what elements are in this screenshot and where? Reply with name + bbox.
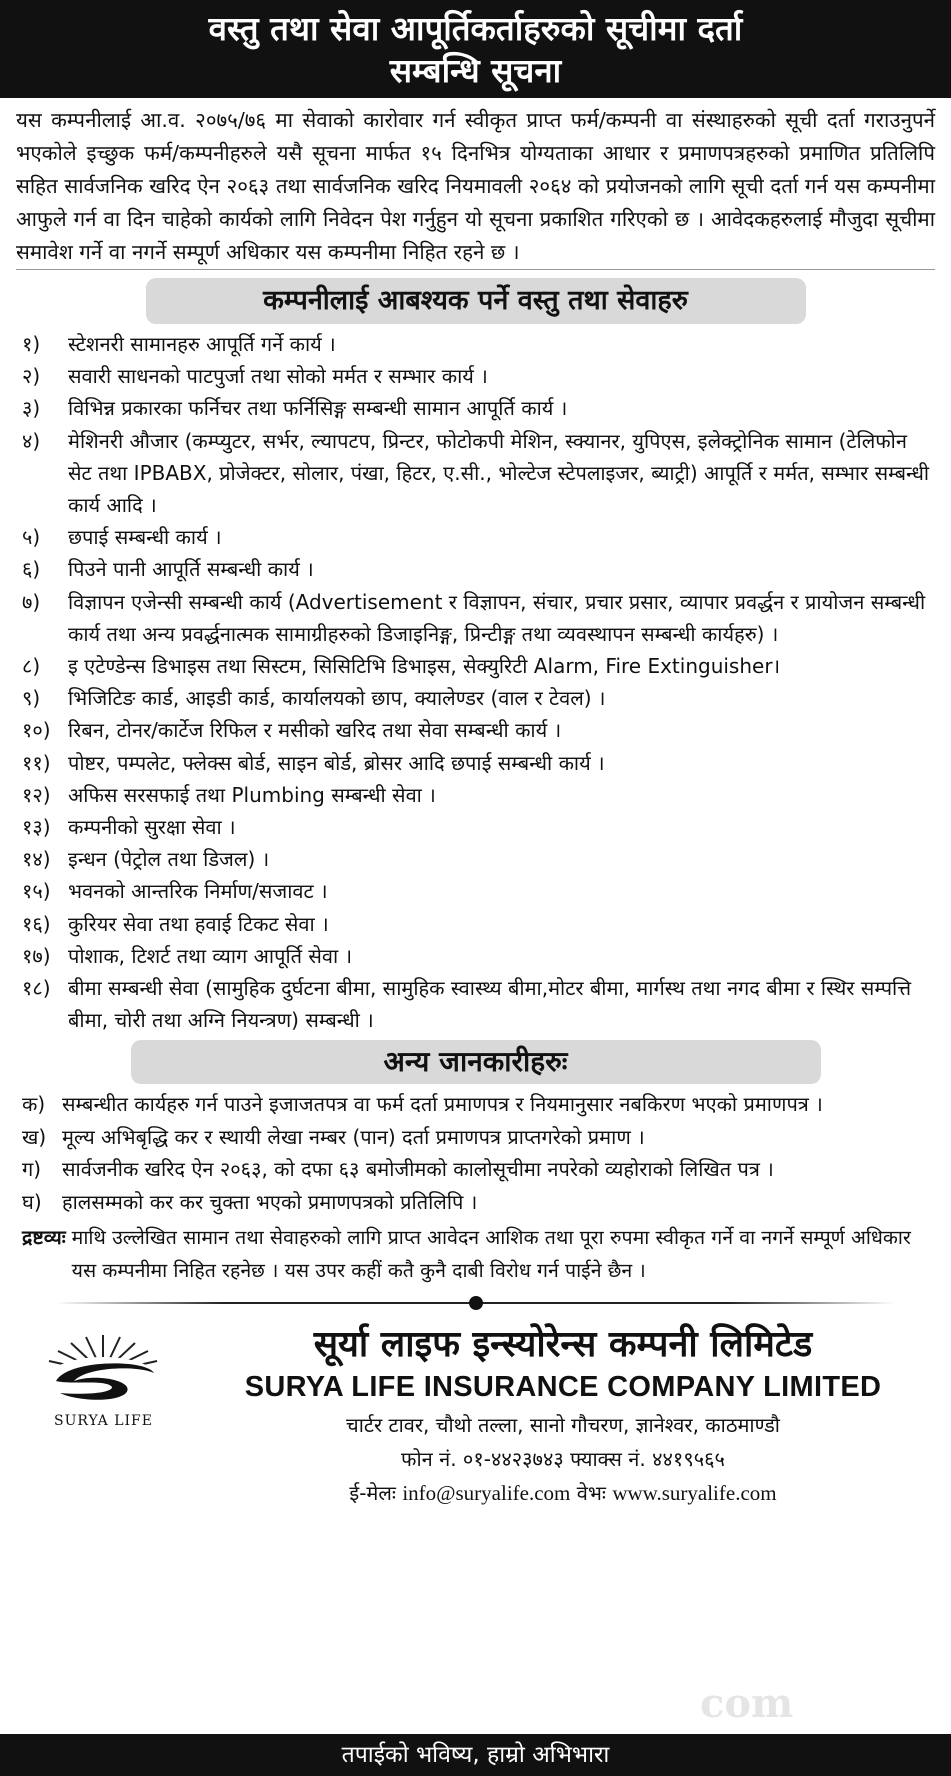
list-item — [16, 1121, 935, 1154]
list-item — [16, 360, 935, 392]
list-item — [16, 1186, 935, 1219]
item-text: विभिन्न प्रकारका फर्निचर तथा फर्निसिङ्ग सम्बन्धी सामान आपूर्ति कार्य । — [68, 396, 568, 421]
logo-caption: SURYA LIFE — [54, 1413, 153, 1430]
item-text: पोशाक, टिशर्ट तथा व्याग आपूर्ति सेवा । — [68, 943, 353, 968]
item-text: पिउने पानी आपूर्ति सम्बन्धी कार्य । — [68, 557, 314, 582]
notice-title-line2: सम्बन्धि सूचना — [389, 51, 562, 90]
item-text: सम्बन्धीत कार्यहरु गर्न पाउने इजाजतपत्र वा फर्म दर्ता प्रमाणपत्र र नियमानुसार नबकिरण भएको प्रमाणपत्र । — [62, 1092, 823, 1117]
phone-number: ०१-४४२३७४३ — [462, 1447, 564, 1472]
intro-paragraph: यस कम्पनीलाई आ.व. २०७५/७६ मा सेवाको कारोवार गर्न स्वीकृत प्राप्त फर्म/कम्पनी वा संस्थाहरुको सूची दर्ता गराउनुपर्ने भएकोले इच्छुक फर्म/कम्पनीहरुले यसै सूचना मार्फत १५ दिनभित्र योग्यताका आधार र प्रमाणपत्रहरुको प्रमाणित प्रतिलिपि सहित सार्वजनिक खरिद ऐन २०६३ तथा सार्वजनिक खरिद नियमावली २०६४ को प्रयोजनको लागि सूची दर्ता गर्न यस कम्पनीमा आफुले गर्न वा दिन चाहेको कार्यको लागि निवेदन पेश गर्नुहुन यो सूचना प्रकाशित गरिएको छ । आवेदकहरुलाई मौजुदा सूचीमा समावेश गर्ने वा नगर्ने सम्पूर्ण अधिकार यस कम्पनीमा निहित रहने छ । — [16, 104, 935, 270]
company-name-english: SURYA LIFE INSURANCE COMPANY LIMITED — [244, 1371, 882, 1404]
company-phone-fax — [191, 1445, 935, 1473]
item-number: १७) — [22, 943, 51, 968]
list-item — [16, 779, 935, 811]
goods-heading: कम्पनीलाई आबश्यक पर्ने वस्तु तथा सेवाहरु — [146, 278, 806, 324]
item-text: कम्पनीको सुरक्षा सेवा । — [68, 815, 236, 840]
goods-list — [16, 328, 935, 1036]
item-text: रिबन, टोनर/कार्टेज रिफिल र मसीको खरिद तथा सेवा सम्बन्धी कार्य । — [68, 718, 562, 743]
item-number: १५) — [22, 879, 51, 904]
item-number: ११) — [22, 750, 51, 775]
item-text: भिजिटिङ कार्ड, आइडी कार्ड, कार्यालयको छाप, क्यालेण्डर (वाल र टेवल) । — [68, 686, 606, 711]
list-item — [16, 908, 935, 940]
list-item — [16, 843, 935, 875]
item-text: बीमा सम्बन्धी सेवा (सामुहिक दुर्घटना बीमा, सामुहिक स्वास्थ्य बीमा,मोटर बीमा, मार्गस्थ तथा नगद बीमा र स्थिर सम्पत्ति बीमा, चोरी तथा अग्नि नियन्त्रण) सम्बन्धी । — [68, 976, 912, 1033]
item-number: ६) — [22, 557, 41, 582]
other-info-heading: अन्य जानकारीहरुः — [131, 1040, 821, 1084]
item-text: इ एटेण्डेन्स डिभाइस तथा सिस्टम, सिसिटिभि डिभाइस, सेक्युरिटी Alarm, Fire Extinguisher। — [68, 654, 781, 679]
company-details — [191, 1321, 935, 1507]
list-item — [16, 1153, 935, 1186]
fax-number: ४४१९५६५ — [652, 1447, 725, 1472]
note-label: द्रष्टव्यः — [22, 1226, 66, 1250]
notice-title-line1: वस्तु तथा सेवा आपूर्तिकर्ताहरुको सूचीमा दर्ता — [208, 9, 743, 48]
list-item — [16, 553, 935, 585]
item-number: क) — [22, 1092, 46, 1117]
item-text: कुरियर सेवा तथा हवाई टिकट सेवा । — [68, 911, 329, 936]
list-item — [16, 425, 935, 522]
item-number: ४) — [22, 428, 41, 453]
item-text: सवारी साधनको पाटपुर्जा तथा सोको मर्मत र सम्भार कार्य । — [68, 364, 488, 389]
divider — [16, 1293, 935, 1313]
item-number: घ) — [22, 1189, 42, 1214]
divider-dot-icon — [469, 1296, 483, 1310]
phone-label: फोन नं. — [401, 1447, 457, 1472]
list-item — [16, 811, 935, 843]
item-text: मेशिनरी औजार (कम्प्युटर, सर्भर, ल्यापटप, प्रिन्टर, फोटोकपी मेशिन, स्क्यानर, युपिएस, इलेक्ट्रोनिक सामान (टेलिफोन सेट तथा IPBABX, प्रोजेक्टर, सोलार, पंखा, हिटर, ए.सी., भोल्टेज स्टेपलाइजर, ब्याट्री) आपूर्ति र मर्मत, सम्भार सम्बन्धी कार्य आदि । — [68, 428, 930, 518]
item-text: छपाई सम्बन्धी कार्य । — [68, 525, 222, 550]
sun-logo-icon — [16, 1329, 191, 1407]
item-text: मूल्य अभिबृद्धि कर र स्थायी लेखा नम्बर (पान) दर्ता प्रमाणपत्र प्राप्तगरेको प्रमाण । — [62, 1124, 645, 1149]
item-number: १३) — [22, 815, 51, 840]
item-text: हालसम्मको कर कर चुक्ता भएको प्रमाणपत्रको प्रतिलिपि । — [62, 1189, 478, 1214]
requirements-list — [16, 1088, 935, 1218]
list-item — [16, 747, 935, 779]
item-number: २) — [22, 364, 41, 389]
list-item — [16, 682, 935, 714]
item-text: भवनको आन्तरिक निर्माण/सजावट । — [68, 879, 328, 904]
watermark: com — [700, 1680, 794, 1727]
company-address: चार्टर टावर, चौथो तल्ला, सानो गौचरण, ज्ञानेश्वर, काठमाण्डौ — [346, 1413, 780, 1438]
item-number: ७) — [22, 589, 41, 614]
item-text: सार्वजनीक खरिद ऐन २०६३, को दफा ६३ बमोजीमको कालोसूचीमा नपरेको व्यहोराको लिखित पत्र । — [62, 1157, 774, 1182]
item-text: इन्धन (पेट्रोल तथा डिजल) । — [68, 847, 270, 872]
list-item — [16, 521, 935, 553]
web-label: वेभः — [576, 1481, 606, 1506]
item-number: १२) — [22, 782, 51, 807]
list-item — [16, 392, 935, 424]
company-name-nepali: सूर्या लाइफ इन्स्योरेन्स कम्पनी लिमिटेड — [313, 1324, 813, 1366]
company-logo — [16, 1321, 191, 1507]
website-link[interactable]: www.suryalife.com — [612, 1481, 777, 1506]
list-item — [16, 650, 935, 682]
email-label: ई-मेलः — [349, 1481, 396, 1506]
item-number: १४) — [22, 847, 51, 872]
list-item — [16, 586, 935, 650]
item-text: अफिस सरसफाई तथा Plumbing सम्बन्धी सेवा । — [68, 782, 436, 807]
email-link[interactable]: info@suryalife.com — [402, 1481, 571, 1506]
list-item — [16, 940, 935, 972]
item-text: स्टेशनरी सामानहरु आपूर्ति गर्ने कार्य । — [68, 332, 336, 356]
fax-label: फ्याक्स नं. — [570, 1447, 646, 1472]
note-text: माथि उल्लेखित सामान तथा सेवाहरुको लागि प्राप्त आवेदन आशिक तथा पूरा रुपमा स्वीकृत गर्ने वा नगर्ने सम्पूर्ण अधिकार यस कम्पनीमा निहित रहनेछ । यस उपर कहीं कतै कुनै दाबी विरोध गर्न पाईने छैन । — [71, 1226, 911, 1282]
company-block — [0, 1321, 951, 1507]
item-number: ग) — [22, 1157, 42, 1182]
list-item — [16, 972, 935, 1036]
item-number: ३) — [22, 396, 41, 421]
item-number: ख) — [22, 1124, 47, 1149]
item-number: ५) — [22, 525, 41, 550]
item-number: ८) — [22, 654, 41, 679]
item-text: विज्ञापन एजेन्सी सम्बन्धी कार्य (Advertisement र विज्ञापन, संचार, प्रचार प्रसार, व्यापार प्रवर्द्धन र प्रायोजन सम्बन्धी कार्य तथा अन्य प्रवर्द्धनात्मक सामाग्रीहरुको डिजाइनिङ्ग, प्रिन्टीङ्ग तथा व्यवस्थापन सम्बन्धी कार्यहरु) । — [68, 589, 926, 646]
item-number: १६) — [22, 911, 51, 936]
item-number: १०) — [22, 718, 51, 743]
notice-body — [0, 104, 951, 1313]
note — [16, 1222, 935, 1287]
item-number: ९) — [22, 686, 41, 711]
tagline-bar: तपाईको भविष्य, हाम्रो अभिभारा — [0, 1734, 951, 1776]
list-item — [16, 328, 935, 360]
list-item — [16, 1088, 935, 1121]
item-text: पोष्टर, पम्पलेट, फ्लेक्स बोर्ड, साइन बोर्ड, ब्रोसर आदि छपाई सम्बन्धी कार्य । — [68, 750, 605, 775]
list-item — [16, 714, 935, 746]
company-email-web — [191, 1479, 935, 1507]
notice-header — [0, 0, 951, 98]
list-item — [16, 875, 935, 907]
item-number: १८) — [22, 976, 51, 1001]
item-number: १) — [22, 332, 41, 356]
